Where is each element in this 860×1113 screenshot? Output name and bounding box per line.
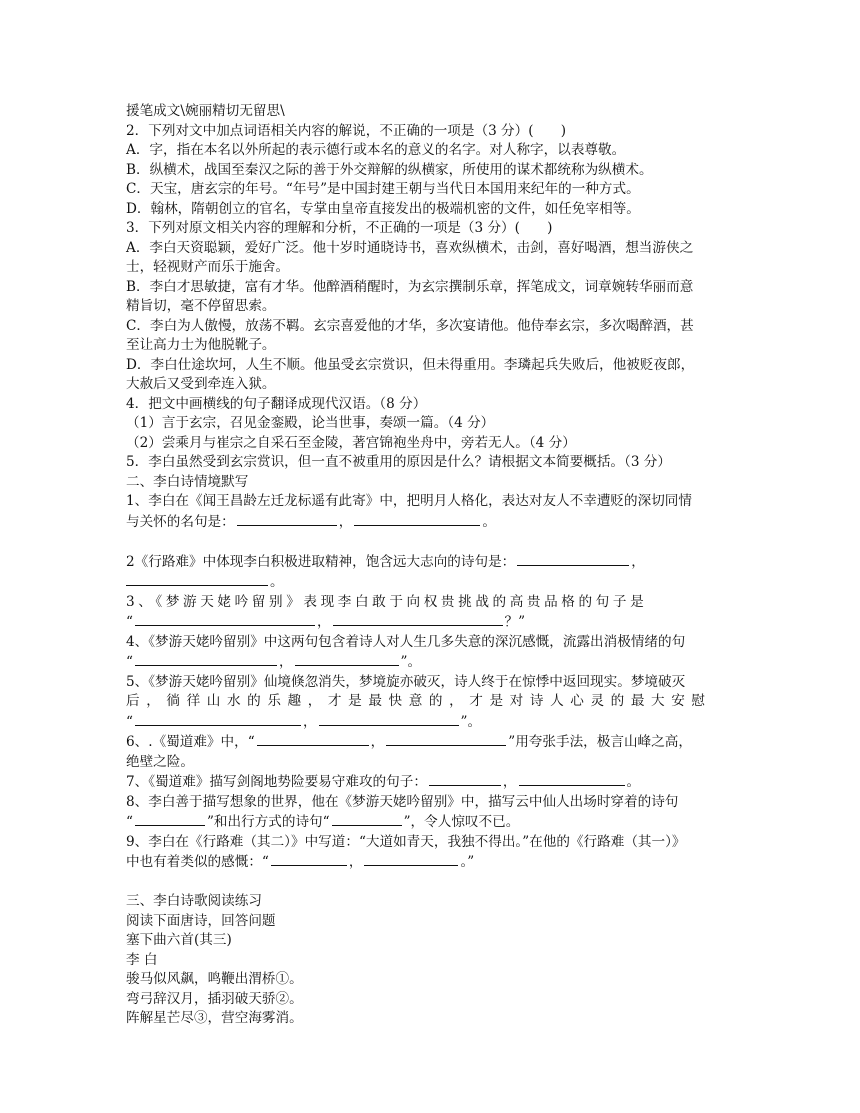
item-2-line-2: 。 (126, 572, 736, 593)
answer-blank[interactable] (271, 852, 347, 866)
poem-line-3: 阵解星芒尽③，营空海雾消。 (126, 1010, 303, 1026)
item-4-line-2: “ ， ”。 (126, 654, 422, 670)
item-8-line-1: 8、李白善于描写想象的世界，他在《梦游天姥吟留别》中，描写云中仙人出场时穿着的诗句 (126, 793, 679, 810)
item-3-line-2: “ ， ？” (126, 614, 526, 630)
item-9-line-1: 9、李白在《行路难（其二）》中写道：“大道如青天，我独不得出。”在他的《行路难（其一）》 (126, 833, 686, 850)
q2-option-a: A．字，指在本名以外所起的表示德行或本名的意义的名字。对人称字，以表尊敬。 (126, 142, 626, 158)
q5-stem: 5．李白虽然受到玄宗赏识，但一直不被重用的原因是什么？请根据文本简要概括。（3 分） (126, 454, 671, 470)
answer-blank[interactable] (354, 512, 480, 526)
q4-sentence-1: （1）言于玄宗，召见金銮殿，论当世事，奏颂一篇。（4 分） (126, 415, 495, 431)
q2-stem: 2．下列对文中加点词语相关内容的解说，不正确的一项是（3 分）( ) (126, 122, 567, 139)
poem-author: 李 白 (126, 951, 158, 968)
q2-option-d: D．翰林，隋朝创立的官名，专掌由皇帝直接发出的极端机密的文件，如任免宰相等。 (126, 200, 640, 217)
q3-option-c-cont: 至让高力士为他脱靴子。 (126, 337, 276, 353)
q4-stem: 4．把文中画横线的句子翻译成现代汉语。（8 分） (126, 395, 427, 412)
answer-blank[interactable] (257, 732, 369, 746)
q3-stem: 3．下列对原文相关内容的理解和分析，不正确的一项是（3 分）( ) (126, 220, 553, 236)
poem-line-1: 骏马似风飙，鸣鞭出渭桥①。 (126, 971, 303, 987)
q3-option-d: D．李白仕途坎坷，人生不顺。他虽受玄宗赏识，但未得重用。李璘起兵失败后，他被贬夜郎， (126, 356, 695, 373)
section-3-title: 三、李白诗歌阅读练习 (126, 893, 262, 909)
header-fragment: 援笔成文\婉丽精切无留思\ (126, 103, 285, 119)
answer-blank[interactable] (295, 652, 399, 666)
item-6-line-1: 6、.《蜀道难》中，“ ， ”用夸张手法，极言山峰之高， (126, 734, 692, 750)
answer-blank[interactable] (429, 772, 501, 786)
answer-blank[interactable] (332, 812, 402, 826)
answer-blank[interactable] (126, 572, 268, 586)
item-2-line-1: 2《行路难》中体现李白积极进取精神，饱含远大志向的诗句是： ， (126, 553, 645, 570)
answer-blank[interactable] (386, 732, 506, 746)
q3-option-a: A．李白天资聪颖，爱好广泛。他十岁时通晓诗书，喜欢纵横术，击剑，喜好喝酒，想当游侠之 (126, 239, 694, 256)
item-5-line-2: 后，徜徉山水的乐趣，才是最快意的，才是对诗人心灵的最大安慰 (126, 693, 712, 709)
item-5-line-1: 5、《梦游天姥吟留别》仙境倏忽消失，梦境旋亦破灭，诗人终于在惊悸中返回现实。梦境破灭 (126, 673, 686, 690)
reading-intro: 阅读下面唐诗，回答问题 (126, 912, 276, 929)
item-1-line-1: 1、李白在《闻王昌龄左迁龙标遥有此寄》中，把明月人格化，表达对友人不幸遭贬的深切同情 (126, 493, 692, 509)
item-7-line-1: 7、《蜀道难》描写剑阁地势险要易守难攻的句子： ， 。 (126, 774, 641, 790)
item-5-line-3: “ ， ”。 (126, 713, 482, 730)
item-3-line-1: 3、《梦游天姥吟留别》表现李白敢于向权贵挑战的高贵品格的句子是 (126, 593, 648, 610)
answer-blank[interactable] (135, 652, 277, 666)
answer-blank[interactable] (519, 772, 625, 786)
item-6-line-2: 绝壁之险。 (126, 753, 194, 770)
q3-option-d-cont: 大赦后又受到牵连入狱。 (126, 376, 276, 392)
answer-blank[interactable] (333, 612, 503, 626)
item-8-line-2: “ ”和出行方式的诗句“ ”，令人惊叹不已。 (126, 814, 520, 830)
q3-option-b-cont: 精旨切，毫不停留思索。 (126, 298, 276, 314)
q2-option-c: C．天宝，唐玄宗的年号。“年号”是中国封建王朝与当代日本国用来纪年的一种方式。 (126, 181, 640, 197)
q3-option-b: B．李白才思敏捷，富有才华。他醉酒稍醒时，为玄宗撰制乐章，挥笔成文，词章婉转华丽而意 (126, 278, 694, 295)
item-1-line-2: 与关怀的名句是： ， 。 (126, 513, 496, 530)
answer-blank[interactable] (135, 812, 205, 826)
poem-title: 塞下曲六首(其三) (126, 932, 232, 948)
answer-blank[interactable] (364, 852, 458, 866)
q3-option-a-cont: 士，轻视财产而乐于施舍。 (126, 259, 290, 275)
section-2-title: 二、李白诗情境默写 (126, 473, 249, 490)
worksheet-page (126, 102, 736, 1029)
answer-blank[interactable] (517, 552, 629, 566)
poem-line-2: 弯弓辞汉月，插羽破天骄②。 (126, 990, 303, 1007)
answer-blank[interactable] (237, 512, 337, 526)
item-9-line-2: 中也有着类似的感慨：“ ， 。” (126, 854, 475, 870)
q3-option-c: C．李白为人傲慢，放荡不羁。玄宗喜爱他的才华，多次宴请他。他侍奉玄宗，多次喝醉酒，甚 (126, 317, 694, 334)
answer-blank[interactable] (135, 712, 301, 726)
q2-option-b: B．纵横术，战国至秦汉之际的善于外交辩解的纵横家，所使用的谋术都统称为纵横术。 (126, 161, 653, 178)
answer-blank[interactable] (135, 612, 315, 626)
answer-blank[interactable] (319, 712, 459, 726)
q4-sentence-2: （2）尝乘月与崔宗之自采石至金陵，著宫锦袍坐舟中，旁若无人。（4 分） (126, 434, 576, 451)
item-4-line-1: 4、《梦游天姥吟留别》中这两句包含着诗人对人生几多失意的深沉感慨，流露出消极情绪的句 (126, 633, 686, 650)
